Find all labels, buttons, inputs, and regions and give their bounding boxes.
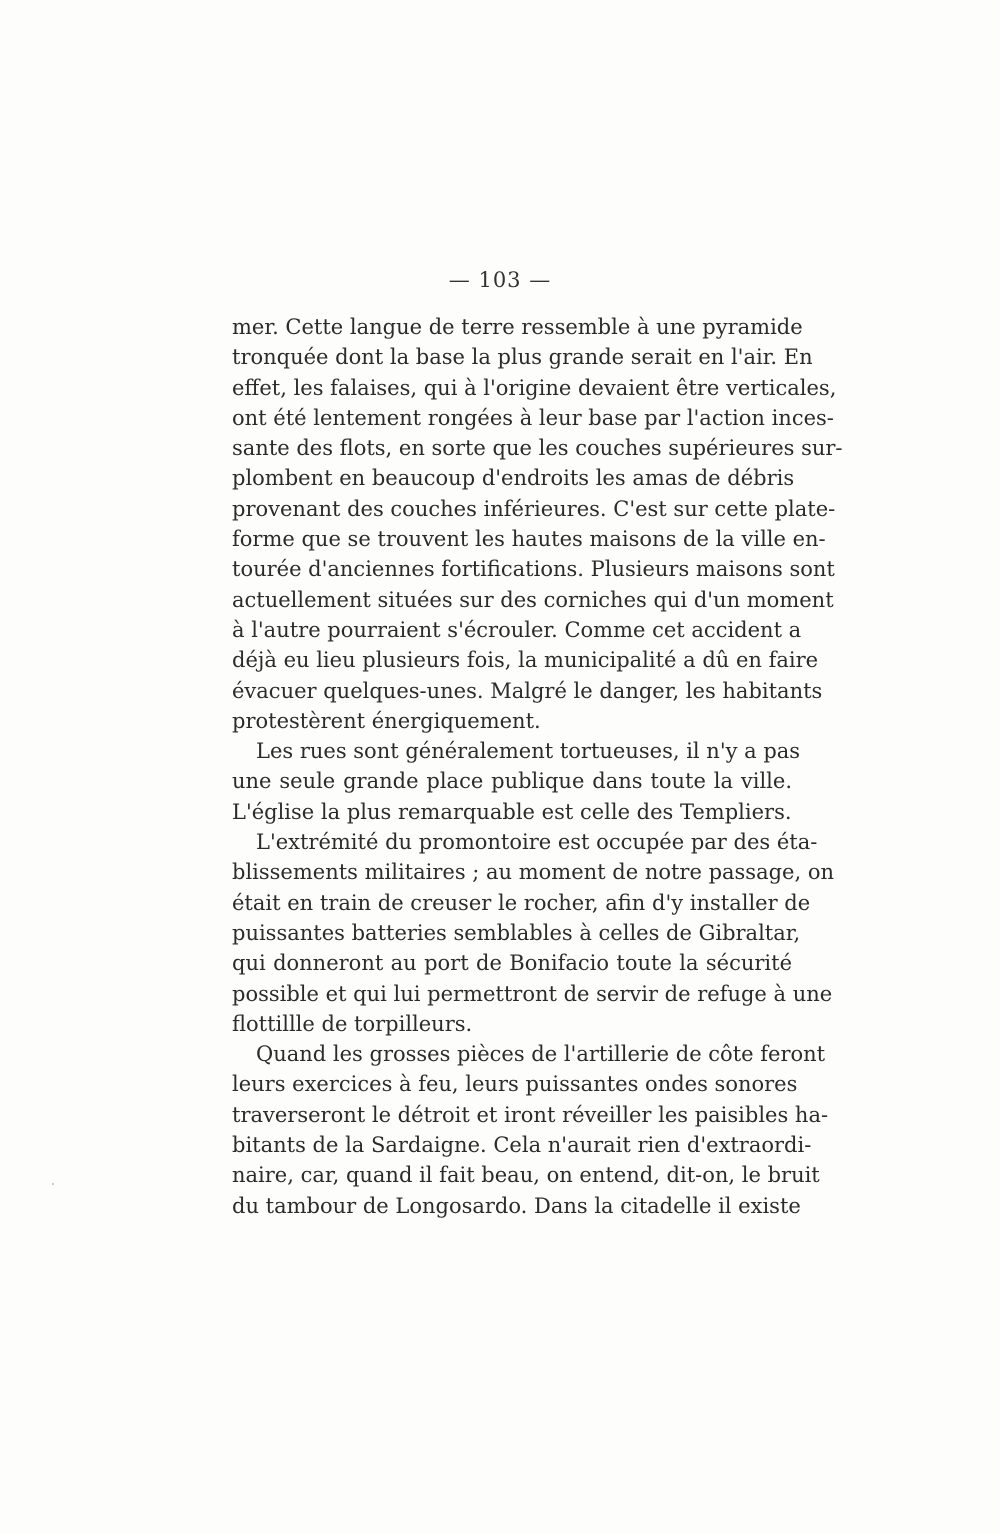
text-line: L'extrémité du promontoire est occupée par des éta-	[256, 830, 818, 855]
text-line: flottillle de torpilleurs.	[232, 1011, 473, 1036]
text-line: plombent en beaucoup d'endroits les amas de débris	[232, 466, 795, 491]
text-line: du tambour de Longosardo. Dans la citadelle il existe	[232, 1193, 801, 1218]
text-line: forme que se trouvent les hautes maisons de la ville en-	[232, 527, 826, 552]
text-line: puissantes batteries semblables à celles de Gibraltar,	[232, 920, 801, 945]
paper-speck	[52, 1183, 54, 1185]
text-line: blissements militaires ; au moment de notre passage, on	[232, 860, 834, 885]
page-number: — 103 —	[448, 268, 552, 292]
text-line: à l'autre pourraient s'écrouler. Comme cet accident a	[232, 617, 802, 642]
text-line: traverseront le détroit et iront réveiller les paisibles ha-	[232, 1102, 829, 1127]
text-line: ont été lentement rongées à leur base par l'action inces-	[232, 405, 834, 430]
text-line: provenant des couches inférieures. C'est sur cette plate-	[232, 496, 836, 521]
text-line: Quand les grosses pièces de l'artillerie de côte feront	[256, 1042, 826, 1067]
text-line: bitants de la Sardaigne. Cela n'aurait rien d'extraordi-	[232, 1133, 812, 1158]
text-line: était en train de creuser le rocher, afin d'y installer de	[232, 890, 811, 915]
text-line: protestèrent énergiquement.	[232, 708, 541, 733]
text-line: tourée d'anciennes fortifications. Plusieurs maisons sont	[232, 557, 835, 582]
text-line: possible et qui lui permettront de servir de refuge à une	[232, 981, 833, 1006]
text-line: L'église la plus remarquable est celle des Templiers.	[232, 799, 792, 824]
text-line: actuellement situées sur des corniches qui d'un moment	[232, 587, 834, 612]
text-line: déjà eu lieu plusieurs fois, la municipalité a dû en faire	[232, 648, 819, 673]
text-line: Les rues sont généralement tortueuses, il n'y a pas	[256, 739, 801, 764]
text-line: tronquée dont la base la plus grande serait en l'air. En	[232, 345, 813, 370]
text-line: effet, les falaises, qui à l'origine devaient être verticales,	[232, 375, 837, 400]
text-line: mer. Cette langue de terre ressemble à une pyramide	[232, 315, 803, 339]
text-line: qui donneront au port de Bonifacio toute la sécurité	[232, 951, 792, 976]
text-line: une seule grande place publique dans toute la ville.	[232, 769, 792, 794]
text-line: naire, car, quand il fait beau, on entend, dit-on, le bruit	[232, 1163, 820, 1188]
text-line: évacuer quelques-unes. Malgré le danger, les habitants	[232, 678, 823, 703]
text-line: sante des flots, en sorte que les couches supérieures sur-	[232, 436, 843, 461]
text-line: leurs exercices à feu, leurs puissantes ondes sonores	[232, 1072, 798, 1097]
body-text	[232, 312, 843, 1221]
